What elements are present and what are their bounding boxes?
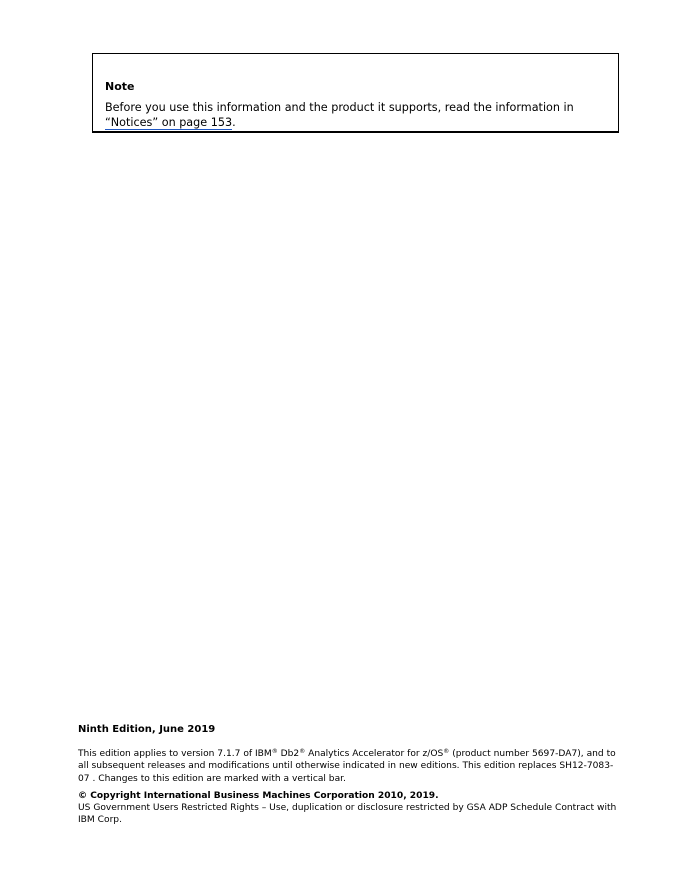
note-box bbox=[92, 53, 619, 133]
edition-description bbox=[78, 748, 623, 785]
edition-text-part3: Analytics Accelerator for z/OS bbox=[305, 749, 444, 759]
registered-mark: ® bbox=[299, 748, 306, 755]
edition-text-part4: (product number 5697-DA7), and to all subsequent releases and modifications until otherwise indicated in new editions. This edition replaces SH12-7083-07 . Changes to this edition are marked with a vertical bar. bbox=[78, 749, 616, 784]
restricted-rights: US Government Users Restricted Rights – Use, duplication or disclosure restricted by GSA ADP Schedule Contract with IBM Corp. bbox=[78, 803, 617, 826]
note-text bbox=[105, 100, 617, 130]
note-text-after: . bbox=[232, 116, 236, 129]
registered-mark: ® bbox=[271, 748, 278, 755]
copyright-line: © Copyright International Business Machines Corporation 2010, 2019. bbox=[78, 791, 439, 801]
edition-title: Ninth Edition, June 2019 bbox=[78, 724, 216, 735]
notices-link[interactable]: “Notices” on page 153 bbox=[105, 116, 233, 129]
edition-text-part2: Db2 bbox=[277, 749, 300, 759]
note-title: Note bbox=[105, 80, 135, 93]
registered-mark: ® bbox=[443, 748, 450, 755]
edition-text-part1: This edition applies to version 7.1.7 of IBM bbox=[78, 749, 272, 759]
note-text-before: Before you use this information and the product it supports, read the information in bbox=[105, 101, 574, 114]
